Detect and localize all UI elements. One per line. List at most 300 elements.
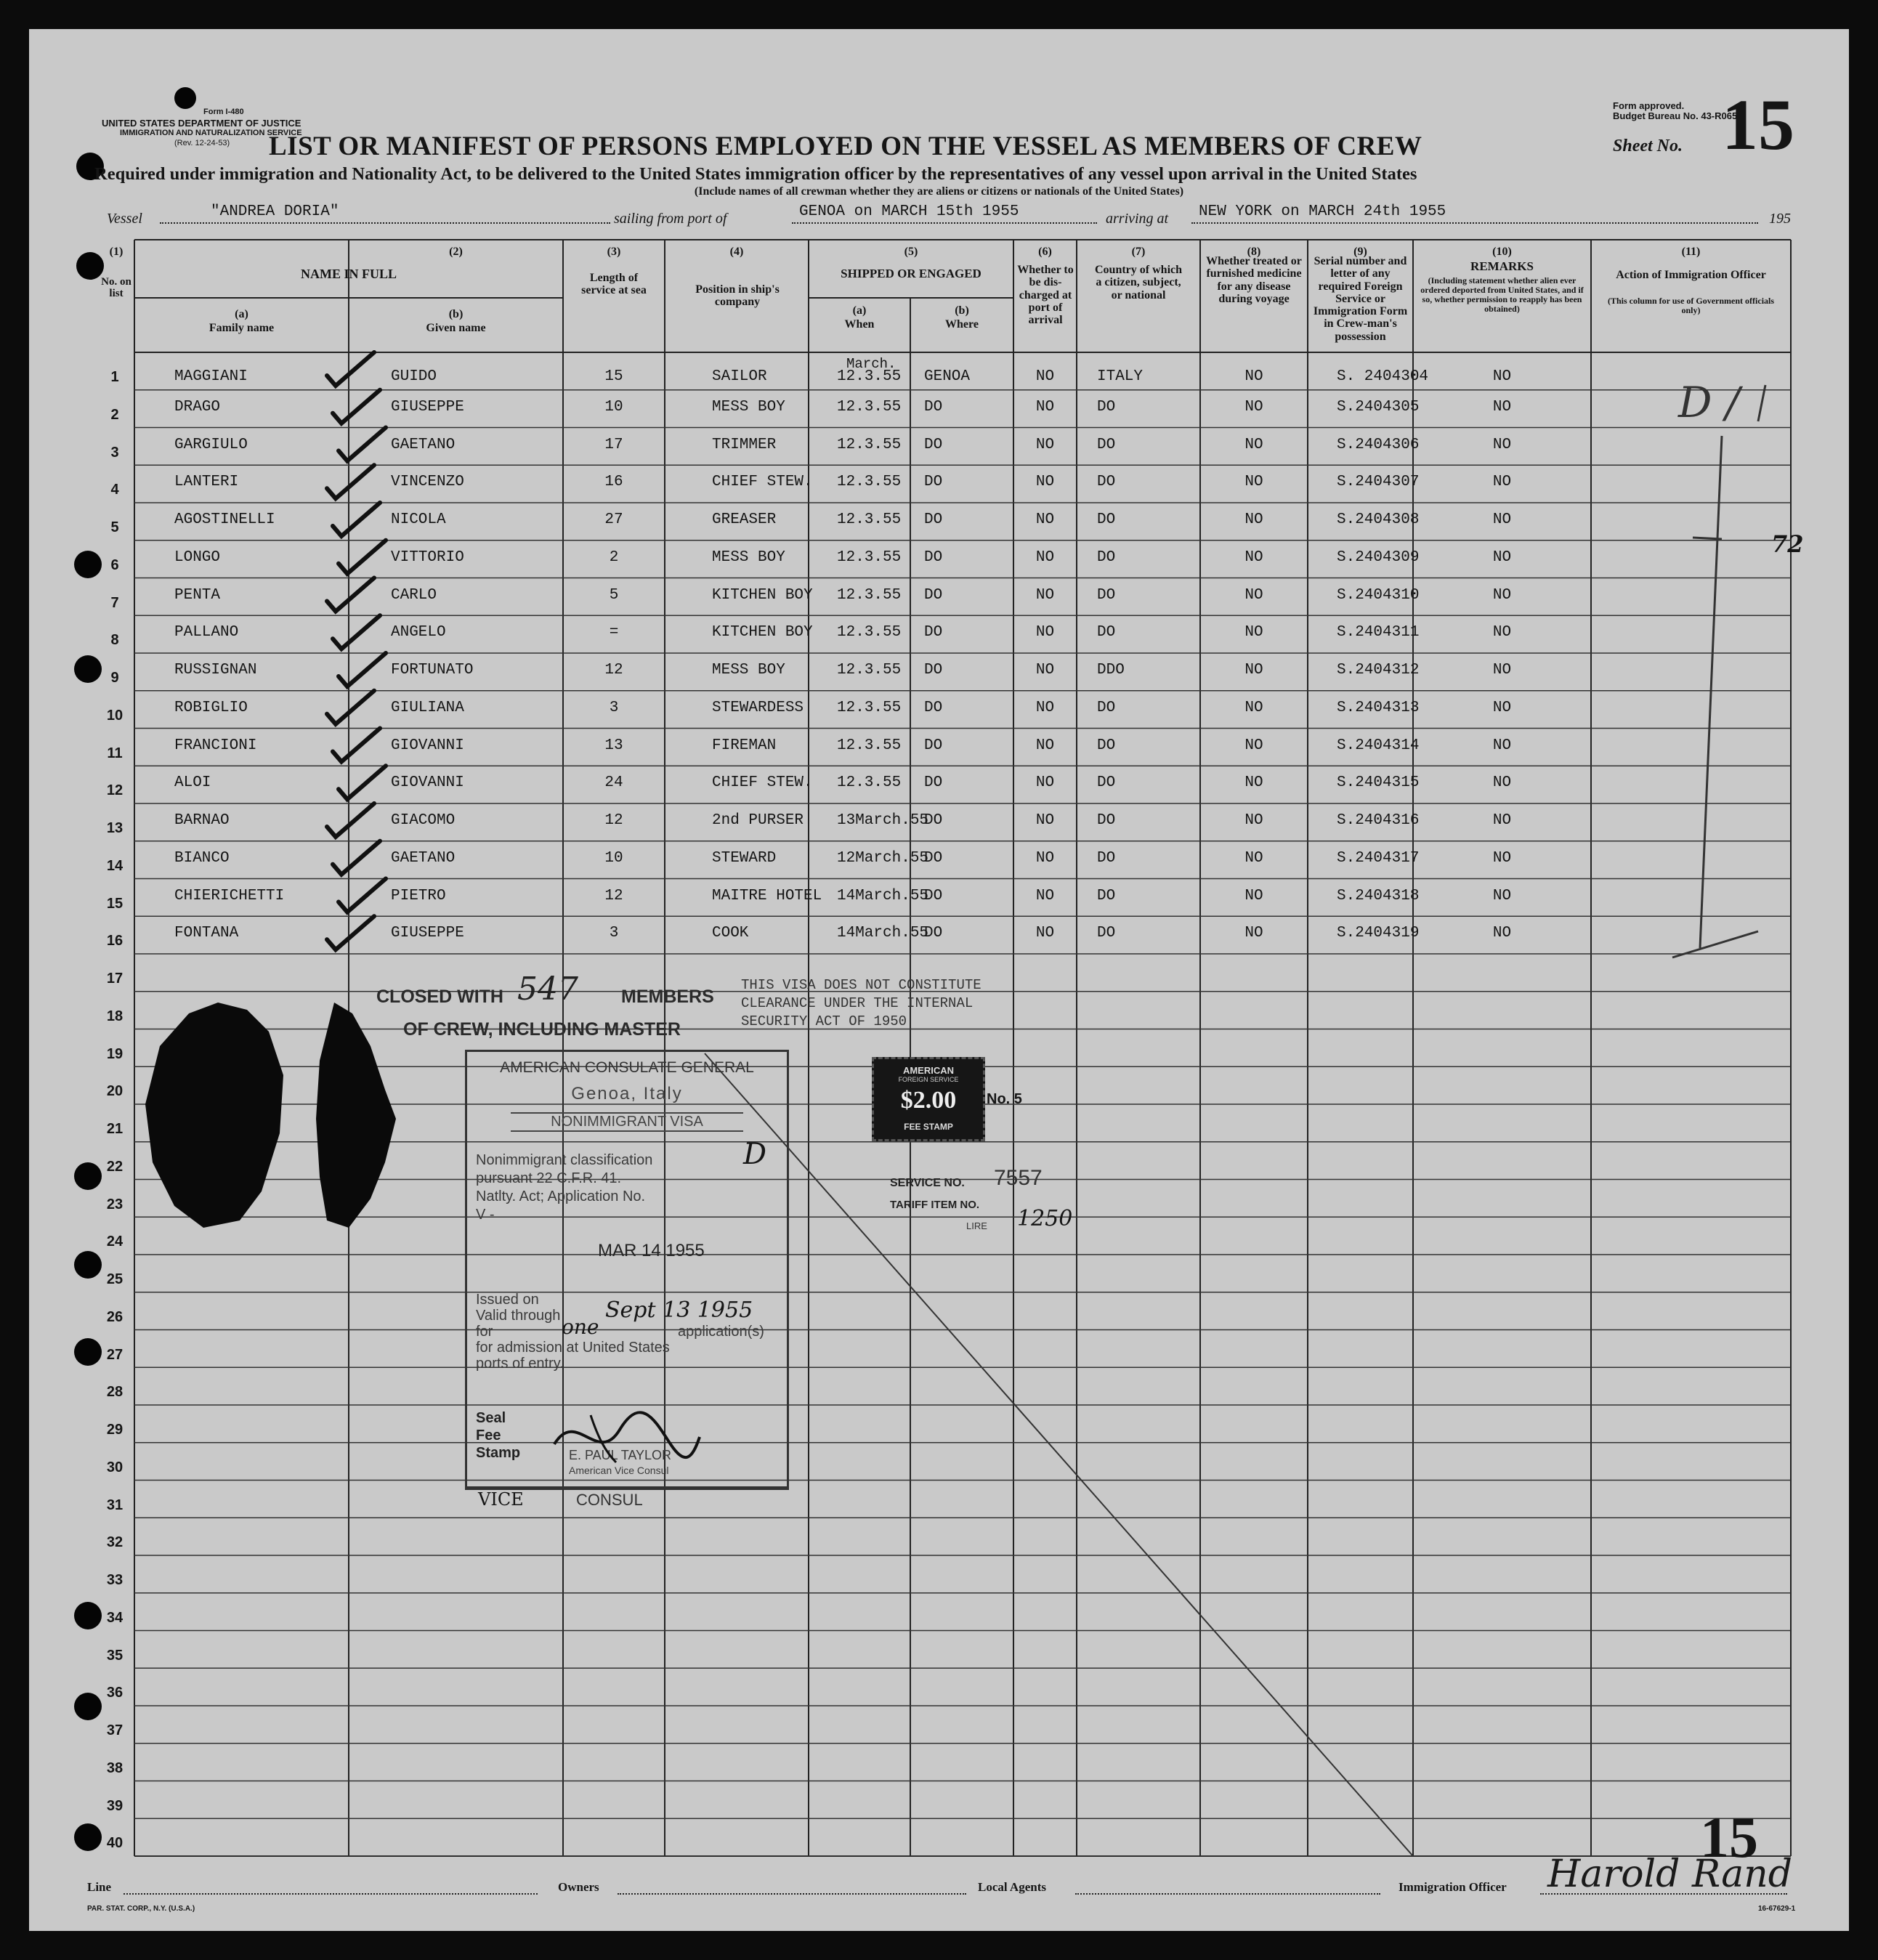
- row-number: 25: [106, 1271, 124, 1287]
- crew-when: 12.3.55: [837, 774, 902, 792]
- col1-number: (1): [109, 246, 124, 258]
- crew-family: FRANCIONI: [174, 737, 257, 754]
- crew-remarks: NO: [1492, 586, 1512, 604]
- visa-stamp-label: Stamp: [476, 1445, 521, 1461]
- crew-service: 16: [604, 474, 623, 491]
- crew-country: DO: [1097, 699, 1116, 716]
- row-number: 22: [106, 1158, 124, 1175]
- form-title: LIST OR MANIFEST OF PERSONS EMPLOYED ON THE VESSEL AS MEMBERS OF CREW: [269, 131, 1422, 161]
- crew-serial: S.2404315: [1337, 774, 1420, 792]
- col11-header: Action of Immigration Officer: [1616, 269, 1766, 281]
- visa-pursuant: pursuant 22 C.F.R. 41.: [476, 1170, 622, 1186]
- col8-header: Whether treated or furnished medicine for any disease during voyage: [1206, 255, 1302, 305]
- check-mark: [327, 465, 374, 498]
- crew-country: DO: [1097, 511, 1116, 528]
- crew-position: STEWARDESS: [712, 699, 804, 716]
- crew-service: 10: [604, 398, 623, 416]
- crew-service: =: [609, 624, 619, 641]
- crew-service: 10: [604, 849, 623, 867]
- crew-discharged: NO: [1035, 398, 1055, 416]
- agency-name: UNITED STATES DEPARTMENT OF JUSTICE: [102, 118, 301, 129]
- service-no: 7557: [994, 1166, 1043, 1190]
- crew-where: DO: [924, 737, 943, 754]
- crew-discharged: NO: [1035, 737, 1055, 754]
- row-number: 38: [106, 1759, 124, 1776]
- row-number: 15: [106, 895, 124, 912]
- crew-treated: NO: [1244, 586, 1263, 604]
- crew-position: CHIEF STEW.: [712, 774, 813, 792]
- row-number: 31: [106, 1497, 124, 1513]
- crew-given: GAETANO: [391, 849, 456, 867]
- footer-agents-label: Local Agents: [978, 1880, 1046, 1894]
- sailing-label: sailing from port of: [614, 211, 727, 227]
- crew-serial: S.2404317: [1337, 849, 1420, 867]
- crew-service: 12: [604, 887, 623, 904]
- col6-header: Whether to be dis-charged at port of arrival: [1017, 264, 1074, 327]
- crew-when: 12.3.55: [837, 737, 902, 754]
- row-number: 26: [106, 1308, 124, 1325]
- crew-service: 3: [609, 699, 619, 716]
- row-number: 37: [106, 1722, 124, 1738]
- col1-header: No. on list: [101, 276, 131, 300]
- crew-where: DO: [924, 474, 943, 491]
- crew-where: DO: [924, 812, 943, 829]
- col7-number: (7): [1131, 246, 1146, 258]
- visa-note-1: THIS VISA DOES NOT CONSTITUTE: [741, 977, 982, 993]
- crew-position: 2nd PURSER: [712, 812, 804, 829]
- check-mark: [339, 766, 386, 799]
- form-approval: Form approved.: [1613, 100, 1685, 111]
- crew-when: 12.3.55: [837, 624, 902, 641]
- crew-discharged: NO: [1035, 436, 1055, 453]
- visa-type: NONIMMIGRANT VISA: [511, 1112, 743, 1132]
- crew-given: GIUSEPPE: [391, 398, 464, 416]
- crew-country: DO: [1097, 925, 1116, 942]
- crew-remarks: NO: [1492, 812, 1512, 829]
- crew-serial: S.2404318: [1337, 887, 1420, 904]
- col11-number: (11): [1681, 246, 1701, 258]
- row-number: 7: [110, 594, 119, 611]
- sheet-label: Sheet No.: [1613, 137, 1683, 155]
- crew-position: MAITRE HOTEL: [712, 887, 822, 904]
- crew-serial: S.2404307: [1337, 474, 1420, 491]
- row-number: 5: [110, 519, 119, 535]
- service-name: IMMIGRATION AND NATURALIZATION SERVICE: [120, 129, 302, 137]
- crew-where: DO: [924, 699, 943, 716]
- crew-family: ALOI: [174, 774, 211, 792]
- crew-where: DO: [924, 398, 943, 416]
- crew-country: DO: [1097, 474, 1116, 491]
- crew-given: ANGELO: [391, 624, 446, 641]
- col5b-number: (b): [955, 304, 969, 317]
- crew-given: GIUSEPPE: [391, 925, 464, 942]
- crew-country: DO: [1097, 737, 1116, 754]
- row-number: 29: [106, 1422, 124, 1438]
- visa-issued-on: Issued on: [476, 1292, 539, 1308]
- crew-treated: NO: [1244, 774, 1263, 792]
- crew-discharged: NO: [1035, 925, 1055, 942]
- crew-when: 14March.55: [837, 887, 929, 904]
- col4-header: Position in ship's company: [695, 283, 780, 309]
- crew-when: 12.3.55: [837, 368, 902, 385]
- crew-position: MESS BOY: [712, 398, 785, 416]
- row-number: 21: [106, 1121, 124, 1137]
- visa-note-2: CLEARANCE UNDER THE INTERNAL: [741, 995, 974, 1011]
- crew-remarks: NO: [1492, 548, 1512, 566]
- crew-serial: S.2404313: [1337, 699, 1420, 716]
- vessel-name: "ANDREA DORIA": [211, 203, 339, 220]
- row-number: 16: [106, 933, 124, 949]
- footer-owners-label: Owners: [558, 1880, 599, 1894]
- crew-remarks: NO: [1492, 662, 1512, 679]
- crew-family: MAGGIANI: [174, 368, 248, 385]
- closed-crew-count: 547: [517, 971, 578, 1008]
- row-number: 6: [110, 556, 119, 573]
- crew-given: CARLO: [391, 586, 437, 604]
- crew-discharged: NO: [1035, 624, 1055, 641]
- crew-position: KITCHEN BOY: [712, 624, 813, 641]
- arriving-port: NEW YORK on MARCH 24th 1955: [1199, 203, 1446, 220]
- vessel-label: Vessel: [107, 211, 142, 227]
- crew-serial: S.2404306: [1337, 436, 1420, 453]
- visa-natlty: Natlty. Act; Application No.: [476, 1188, 646, 1204]
- row-number: 34: [106, 1609, 124, 1626]
- row-number: 19: [106, 1045, 124, 1062]
- col5-header: SHIPPED OR ENGAGED: [841, 267, 982, 280]
- crew-where: DO: [924, 925, 943, 942]
- col2-header: NAME IN FULL: [300, 267, 397, 281]
- crew-family: PALLANO: [174, 624, 239, 641]
- crew-family: ROBIGLIO: [174, 699, 248, 716]
- col10-subheader: (Including statement whether alien ever ordered deported from United States, and if so, whether permission to reapply has been obtained): [1420, 275, 1584, 314]
- row-number: 28: [106, 1384, 124, 1401]
- visa-seal-label: Seal: [476, 1410, 506, 1426]
- fee-stamp-service: FOREIGN SERVICE: [898, 1076, 959, 1083]
- crew-when: 12.3.55: [837, 511, 902, 528]
- visa-officer: E. PAUL TAYLOR: [569, 1448, 672, 1462]
- crew-remarks: NO: [1492, 511, 1512, 528]
- footer-line-label: Line: [87, 1880, 112, 1894]
- row-number: 20: [106, 1083, 124, 1100]
- form-revision: (Rev. 12-24-53): [174, 139, 230, 147]
- check-mark: [327, 803, 374, 837]
- crew-where: DO: [924, 887, 943, 904]
- form-number: Form I-480: [203, 108, 244, 116]
- crew-country: DO: [1097, 398, 1116, 416]
- crew-when: 12.3.55: [837, 662, 902, 679]
- row-number: 13: [106, 820, 124, 836]
- check-mark: [327, 691, 374, 724]
- crew-discharged: NO: [1035, 849, 1055, 867]
- visa-note-3: SECURITY ACT OF 1950: [741, 1013, 907, 1029]
- crew-serial: S.2404319: [1337, 925, 1420, 942]
- row-number: 18: [106, 1008, 124, 1024]
- check-mark: [327, 352, 374, 386]
- col3-header: Length of service at sea: [581, 272, 647, 297]
- crew-given: VITTORIO: [391, 548, 464, 566]
- check-mark: [339, 428, 386, 461]
- crew-position: TRIMMER: [712, 436, 777, 453]
- row-number: 3: [110, 444, 119, 461]
- lire-label: LIRE: [966, 1220, 987, 1231]
- crew-discharged: NO: [1035, 548, 1055, 566]
- crew-where: DO: [924, 548, 943, 566]
- fee-stamp-bottom: FEE STAMP: [904, 1122, 953, 1132]
- crew-treated: NO: [1244, 548, 1263, 566]
- row-number: 14: [106, 857, 124, 874]
- crew-discharged: NO: [1035, 662, 1055, 679]
- visa-class-value: D: [743, 1138, 767, 1171]
- check-mark: [327, 916, 374, 949]
- crew-country: DO: [1097, 624, 1116, 641]
- crew-family: LANTERI: [174, 474, 239, 491]
- row-number: 12: [106, 782, 124, 799]
- col4-number: (4): [729, 246, 744, 258]
- row1-when-month: March.: [846, 356, 896, 372]
- visa-admission: for admission at United States: [476, 1340, 670, 1356]
- row-number: 33: [106, 1572, 124, 1588]
- crew-given: PIETRO: [391, 887, 446, 904]
- row-number: 4: [110, 482, 119, 498]
- crew-serial: S.2404311: [1337, 624, 1420, 641]
- crew-service: 2: [609, 548, 619, 566]
- col10-number: (10): [1492, 246, 1512, 258]
- crew-serial: S.2404308: [1337, 511, 1420, 528]
- crew-position: STEWARD: [712, 849, 777, 867]
- footer-sheet-number: 15: [1700, 1806, 1758, 1870]
- crew-family: AGOSTINELLI: [174, 511, 275, 528]
- col8-number: (8): [1247, 246, 1261, 258]
- crew-where: DO: [924, 511, 943, 528]
- crew-discharged: NO: [1035, 887, 1055, 904]
- tariff-label: TARIFF ITEM NO.: [890, 1199, 980, 1211]
- crew-discharged: NO: [1035, 474, 1055, 491]
- crew-position: SAILOR: [712, 368, 767, 385]
- row-number: 11: [107, 745, 123, 761]
- crew-serial: S.2404314: [1337, 737, 1420, 754]
- row-number: 1: [110, 369, 119, 385]
- crew-family: LONGO: [174, 548, 221, 566]
- crew-given: VINCENZO: [391, 474, 464, 491]
- row-number: 27: [106, 1346, 124, 1363]
- row-number: 2: [110, 406, 119, 423]
- crew-country: DO: [1097, 586, 1116, 604]
- crew-treated: NO: [1244, 662, 1263, 679]
- crew-where: DO: [924, 624, 943, 641]
- crew-given: GIOVANNI: [391, 774, 464, 792]
- crew-remarks: NO: [1492, 436, 1512, 453]
- check-mark: [333, 390, 380, 424]
- year-suffix: 195: [1769, 211, 1791, 227]
- crew-country: ITALY: [1097, 368, 1144, 385]
- row-number: 32: [106, 1534, 124, 1551]
- row-number: 24: [106, 1234, 124, 1250]
- check-mark: [333, 729, 380, 762]
- crew-where: DO: [924, 436, 943, 453]
- crew-position: CHIEF STEW.: [712, 474, 813, 491]
- col5b-header: Where: [945, 318, 979, 331]
- crew-service: 24: [604, 774, 623, 792]
- crew-treated: NO: [1244, 887, 1263, 904]
- crew-position: KITCHEN BOY: [712, 586, 813, 604]
- row-number: 10: [106, 707, 124, 724]
- check-mark: [339, 653, 386, 687]
- col2a-header: Family name: [209, 322, 275, 334]
- footer-officer-label: Immigration Officer: [1399, 1880, 1507, 1894]
- crew-service: 3: [609, 925, 619, 942]
- crew-treated: NO: [1244, 699, 1263, 716]
- visa-for: for: [476, 1324, 493, 1340]
- col3-number: (3): [607, 246, 621, 258]
- crew-country: DO: [1097, 436, 1116, 453]
- col7-header: Country of which a citizen, subject, or national: [1095, 264, 1183, 301]
- crew-service: 17: [604, 436, 623, 453]
- crew-given: FORTUNATO: [391, 662, 474, 679]
- row-number: 30: [106, 1459, 124, 1475]
- crew-where: DO: [924, 849, 943, 867]
- row-number: 17: [106, 971, 124, 987]
- col2-number: (2): [449, 246, 463, 258]
- crew-when: 12.3.55: [837, 548, 902, 566]
- crew-treated: NO: [1244, 436, 1263, 453]
- lire-value: 1250: [1017, 1206, 1073, 1231]
- closed-with-label: CLOSED WITH: [376, 987, 503, 1007]
- crew-treated: NO: [1244, 737, 1263, 754]
- crew-remarks: NO: [1492, 699, 1512, 716]
- crew-remarks: NO: [1492, 774, 1512, 792]
- consulate-city: Genoa, Italy: [571, 1084, 683, 1103]
- crew-when: 12March.55: [837, 849, 929, 867]
- row-number: 40: [106, 1835, 124, 1852]
- visa-classification-label: Nonimmigrant classification: [476, 1152, 653, 1168]
- row-number: 9: [110, 670, 119, 686]
- visa-officer-title: American Vice Consul: [569, 1465, 669, 1476]
- col11-subheader: (This column for use of Government officials only): [1607, 296, 1775, 315]
- crew-remarks: NO: [1492, 887, 1512, 904]
- crew-given: GIOVANNI: [391, 737, 464, 754]
- crew-treated: NO: [1244, 474, 1263, 491]
- sheet-number: 15: [1722, 84, 1794, 165]
- crew-service: 12: [604, 812, 623, 829]
- col6-number: (6): [1038, 246, 1052, 258]
- crew-serial: S.2404305: [1337, 398, 1420, 416]
- visa-ports: ports of entry.: [476, 1356, 564, 1372]
- action-mark: D /: [1678, 378, 1740, 427]
- crew-family: CHIERICHETTI: [174, 887, 285, 904]
- crew-when: 12.3.55: [837, 699, 902, 716]
- budget-number: Budget Bureau No. 43-R065.5: [1613, 110, 1746, 121]
- crew-when: 14March.55: [837, 925, 929, 942]
- crew-given: NICOLA: [391, 511, 446, 528]
- crew-family: FONTANA: [174, 925, 239, 942]
- crew-treated: NO: [1244, 368, 1263, 385]
- check-mark: [333, 615, 380, 649]
- col2b-number: (b): [448, 308, 464, 320]
- form-note: (Include names of all crewman whether they are aliens or citizens or nationals of the United States): [694, 185, 1184, 198]
- crew-family: BARNAO: [174, 812, 230, 829]
- fee-stamp-top: AMERICAN: [902, 1065, 955, 1076]
- crew-when: 12.3.55: [837, 436, 902, 453]
- crew-where: DO: [924, 662, 943, 679]
- crew-family: RUSSIGNAN: [174, 662, 257, 679]
- crew-remarks: NO: [1492, 474, 1512, 491]
- col5a-header: When: [844, 318, 875, 331]
- crew-remarks: NO: [1492, 398, 1512, 416]
- crew-position: COOK: [712, 925, 749, 942]
- crew-family: PENTA: [174, 586, 221, 604]
- row-number: 39: [106, 1797, 124, 1814]
- col10-header: REMARKS: [1470, 259, 1534, 273]
- col5a-number: (a): [852, 304, 867, 317]
- crew-country: DO: [1097, 849, 1116, 867]
- crew-discharged: NO: [1035, 774, 1055, 792]
- crew-family: GARGIULO: [174, 436, 248, 453]
- crew-serial: S.2404310: [1337, 586, 1420, 604]
- visa-fee-label: Fee: [476, 1428, 501, 1443]
- crew-position: MESS BOY: [712, 548, 785, 566]
- col9-number: (9): [1353, 246, 1367, 258]
- fee-stamp-amount: $2.00: [900, 1087, 957, 1114]
- check-mark: [333, 841, 380, 875]
- fee-stamp-side: No. 5: [987, 1091, 1022, 1107]
- printer-info: PAR. STAT. CORP., N.Y. (U.S.A.): [87, 1905, 195, 1913]
- crew-service: 12: [604, 662, 623, 679]
- crew-serial: S. 2404304: [1337, 368, 1429, 385]
- service-no-label: SERVICE NO.: [890, 1177, 965, 1189]
- form-subtitle: Required under immigration and Nationality Act, to be delivered to the United States immigration officer by the representatives of any vessel upon arrival in the United States: [94, 164, 1417, 184]
- crew-service: 27: [604, 511, 623, 528]
- col2a-number: (a): [235, 308, 248, 320]
- crew-treated: NO: [1244, 812, 1263, 829]
- crew-treated: NO: [1244, 511, 1263, 528]
- crew-discharged: NO: [1035, 586, 1055, 604]
- visa-valid-through: Valid through: [476, 1308, 561, 1324]
- col2b-header: Given name: [426, 322, 486, 334]
- crew-treated: NO: [1244, 849, 1263, 867]
- crew-country: DO: [1097, 548, 1116, 566]
- crew-country: DO: [1097, 774, 1116, 792]
- col5-number: (5): [904, 246, 918, 258]
- check-mark: [339, 879, 386, 912]
- check-mark: [327, 578, 374, 612]
- visa-valid-date: Sept 13 1955: [605, 1297, 753, 1323]
- crew-service: 13: [604, 737, 623, 754]
- crew-position: FIREMAN: [712, 737, 777, 754]
- consul-label: CONSUL: [576, 1491, 643, 1509]
- visa-v: V -: [476, 1207, 495, 1223]
- arriving-label: arriving at: [1106, 211, 1169, 227]
- crew-family: BIANCO: [174, 849, 230, 867]
- row-number: 36: [106, 1685, 124, 1701]
- row-number: 23: [106, 1196, 124, 1212]
- crew-remarks: NO: [1492, 368, 1512, 385]
- crew-where: GENOA: [924, 368, 971, 385]
- crew-country: DO: [1097, 812, 1116, 829]
- crew-serial: S.2404312: [1337, 662, 1420, 679]
- crew-remarks: NO: [1492, 849, 1512, 867]
- consulate-name: AMERICAN CONSULATE GENERAL: [500, 1059, 754, 1076]
- check-mark: [339, 540, 386, 574]
- crew-given: GAETANO: [391, 436, 456, 453]
- crew-family: DRAGO: [174, 398, 221, 416]
- check-mark: [333, 503, 380, 536]
- consulate-visa-stamp: [465, 1050, 789, 1510]
- visa-for-value: one: [562, 1315, 599, 1339]
- crew-given: GIACOMO: [391, 812, 456, 829]
- crew-given: GUIDO: [391, 368, 437, 385]
- form-code: 16-67629-1: [1758, 1905, 1796, 1913]
- visa-date: MAR 14 1955: [598, 1241, 705, 1260]
